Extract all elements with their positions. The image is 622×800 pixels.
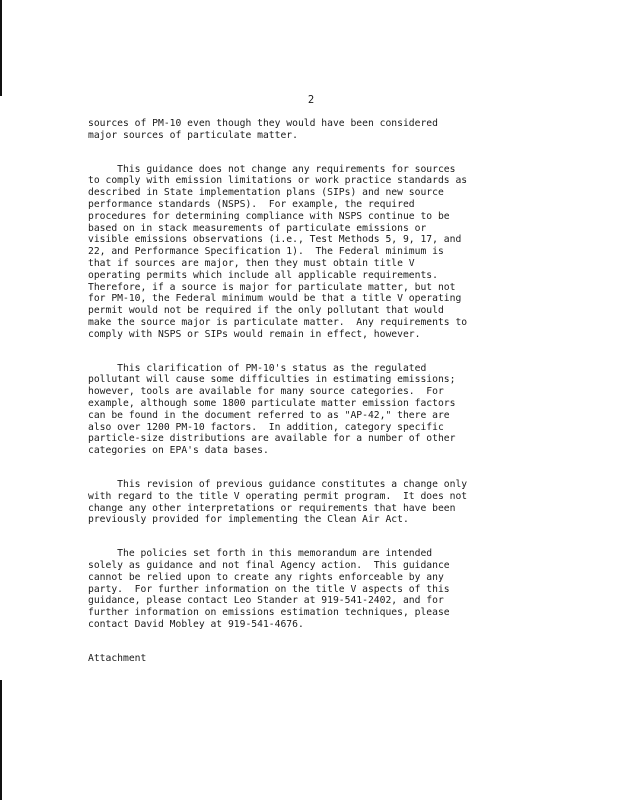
attachment-label — [88, 653, 528, 665]
text-line: pollutant will cause some difficulties in estimating emissions; — [88, 374, 456, 386]
text-line: visible emissions observations (i.e., Test Methods 5, 9, 17, and — [88, 234, 462, 246]
text-line: solely as guidance and not final Agency action. This guidance — [88, 559, 450, 571]
text-line: sources of PM-10 even though they would have been considered — [88, 118, 438, 129]
text-line: previously provided for implementing the Clean Air Act. — [88, 514, 409, 526]
page-number: 2 — [307, 94, 315, 106]
text-line: permit would not be required if the only pollutant that would — [88, 305, 444, 317]
text-line: cannot be relied upon to create any rights enforceable by any — [88, 571, 444, 583]
text-line: contact David Mobley at 919-541-4676. — [88, 618, 304, 630]
text-line: Therefore, if a source is major for particulate matter, but not — [88, 281, 456, 293]
paragraph — [88, 479, 528, 526]
text-line: further information on emissions estimation techniques, please — [88, 607, 450, 619]
text-line: procedures for determining compliance with NSPS continue to be — [88, 210, 450, 222]
scan-edge-mark-top — [0, 0, 2, 96]
text-line: change any other interpretations or requirements that have been — [88, 502, 456, 514]
text-line: 22, and Performance Specification 1). The Federal minimum is — [88, 246, 444, 258]
text-line: for PM-10, the Federal minimum would be that a title V operating — [88, 293, 462, 305]
paragraph — [88, 548, 528, 631]
text-line: described in State implementation plans (SIPs) and new source — [88, 187, 444, 199]
text-line: comply with NSPS or SIPs would remain in effect, however. — [88, 328, 421, 340]
text-line: performance standards (NSPS). For example, the required — [88, 198, 415, 210]
text-line: based on in stack measurements of particulate emissions or — [88, 222, 427, 234]
text-line: make the source major is particulate matter. Any requirements to — [88, 316, 468, 328]
paragraph — [88, 164, 528, 341]
text-line: This clarification of PM-10's status as the regulated — [88, 362, 427, 374]
paragraph — [88, 363, 528, 457]
text-line: This guidance does not change any requirements for sources — [88, 163, 456, 175]
text-line: guidance, please contact Leo Stander at 919-541-2402, and for — [88, 595, 444, 607]
text-line: to comply with emission limitations or work practice standards as — [88, 175, 468, 187]
text-line: also over 1200 PM-10 factors. In addition, category specific — [88, 421, 444, 433]
text-line: This revision of previous guidance constitutes a change only — [88, 478, 468, 490]
text-line: example, although some 1800 particulate matter emission factors — [88, 397, 456, 409]
text-line: particle-size distributions are available for a number of other — [88, 433, 456, 445]
text-line: categories on EPA's data bases. — [88, 445, 269, 457]
text-line: Attachment — [88, 652, 147, 664]
text-line: party. For further information on the title V aspects of this — [88, 583, 450, 595]
text-line: can be found in the document referred to as "AP-42," there are — [88, 409, 450, 421]
text-line: with regard to the title V operating permit program. It does not — [88, 490, 468, 502]
memo-body — [88, 118, 528, 686]
paragraph — [88, 118, 528, 142]
text-line: The policies set forth in this memorandum are intended — [88, 548, 433, 560]
text-line: that if sources are major, then they must obtain title V — [88, 257, 415, 269]
text-line: however, tools are available for many source categories. For — [88, 386, 444, 398]
scan-edge-mark-bottom — [0, 680, 2, 800]
text-line: major sources of particulate matter. — [88, 129, 298, 141]
text-line: operating permits which include all applicable requirements. — [88, 269, 438, 281]
